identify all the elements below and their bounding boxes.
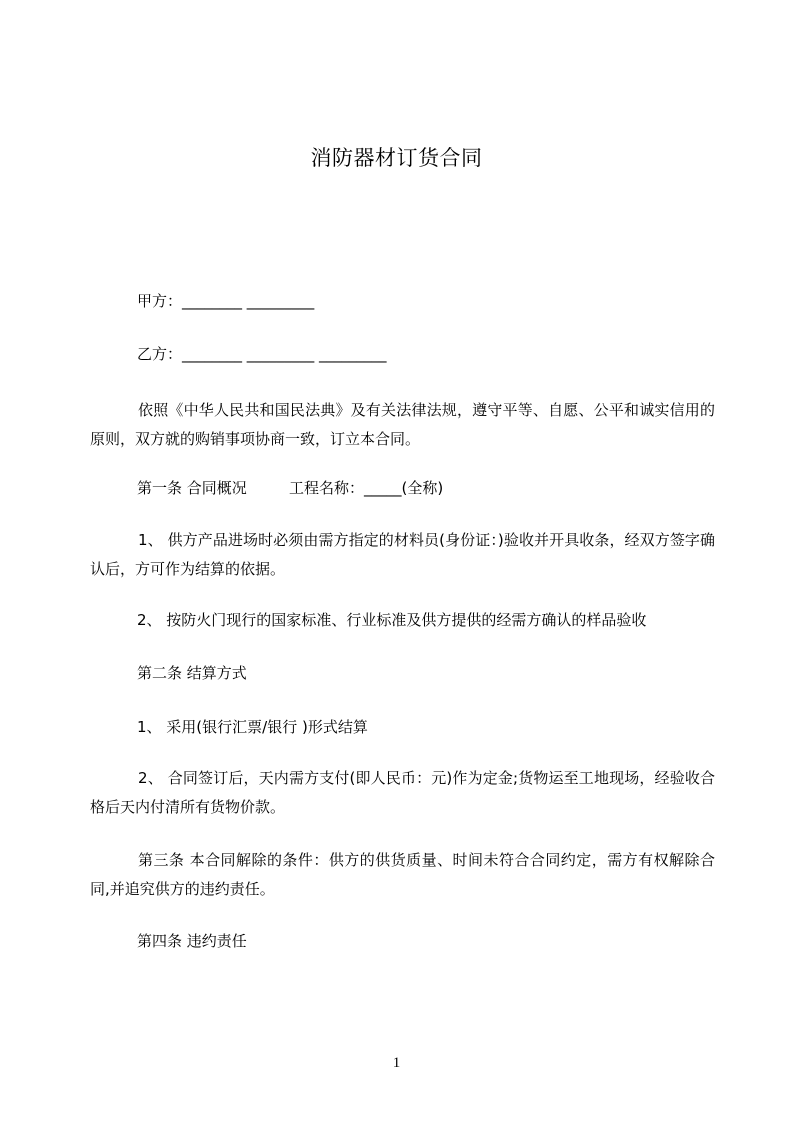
project-name-line: 工程名称：_____(全称) — [289, 479, 444, 497]
page-number: 1 — [392, 1055, 401, 1071]
article-2-heading: 第二条 结算方式 — [137, 664, 247, 682]
document-title: 消防器材订货合同 — [310, 146, 483, 170]
preamble-paragraph: 依照《中华人民共和国民法典》及有关法律法规，遵守平等、自愿、公平和诚实信用的原则，双方就的购销事项协商一致，订立本合同。 — [90, 401, 715, 448]
party-b-line: 乙方：________ _________ _________ — [137, 345, 387, 363]
article-3-paragraph: 第三条 本合同解除的条件：供方的供货质量、时间未符合合同约定，需方有权解除合同,并追究供方的违约责任。 — [90, 851, 715, 898]
article-1-item-2: 2、 按防火门现行的国家标准、行业标准及供方提供的经需方确认的样品验收 — [137, 611, 647, 629]
article-1-item-1: 1、 供方产品进场时必须由需方指定的材料员(身份证：)验收并开具收条，经双方签字确认后，方可作为结算的依据。 — [90, 531, 715, 578]
party-a-line: 甲方：________ _________ — [137, 292, 315, 310]
article-2-item-1: 1、 采用(银行汇票/银行 )形式结算 — [137, 718, 368, 736]
article-4-heading: 第四条 违约责任 — [137, 932, 247, 950]
article-1-heading: 第一条 合同概况 — [137, 479, 247, 497]
article-2-item-2: 2、 合同签订后，天内需方支付(即人民币：元)作为定金;货物运至工地现场，经验收合格后天内付清所有货物价款。 — [90, 769, 715, 816]
